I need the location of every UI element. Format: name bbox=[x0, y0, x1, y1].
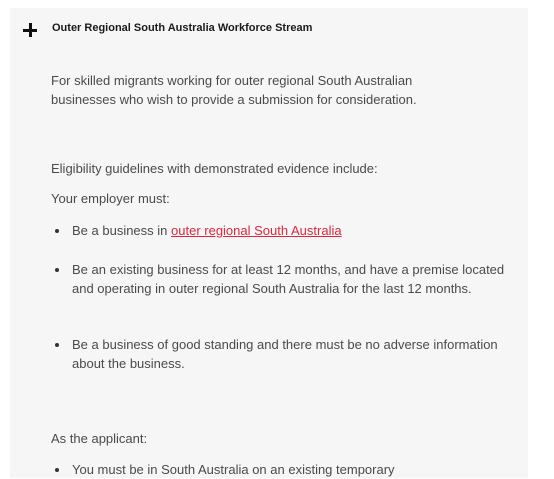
list-item bbox=[51, 260, 511, 298]
employer-heading: Your employer must: bbox=[51, 191, 170, 206]
outer-regional-sa-link[interactable]: outer regional South Australia bbox=[171, 223, 342, 238]
accordion-header[interactable] bbox=[10, 20, 528, 42]
employer-requirements-list bbox=[51, 221, 511, 373]
intro-text: For skilled migrants working for outer regional South Australian businesses who wish to provide a submission for consideration. bbox=[51, 73, 417, 107]
list-item-text: Be a business in bbox=[72, 223, 172, 238]
applicant-heading: As the applicant: bbox=[51, 431, 148, 446]
list-item bbox=[51, 460, 511, 479]
list-item-text: You must be in South Australia on an existing temporary bbox=[72, 462, 395, 477]
eligibility-intro: Eligibility guidelines with demonstrated evidence include: bbox=[51, 161, 378, 176]
list-item-text: Be an existing business for at least 12 months, and have a premise located and operating in outer regional South Australia for the last 12 months. bbox=[72, 262, 505, 296]
accordion-title: Outer Regional South Australia Workforce Stream bbox=[52, 22, 313, 34]
list-item bbox=[51, 335, 511, 373]
accordion-panel bbox=[10, 8, 528, 478]
plus-icon[interactable] bbox=[23, 23, 37, 37]
list-item-text: Be a business of good standing and there must be no adverse information about the business. bbox=[72, 337, 498, 371]
list-item bbox=[51, 221, 511, 240]
applicant-requirements-list bbox=[51, 460, 511, 479]
